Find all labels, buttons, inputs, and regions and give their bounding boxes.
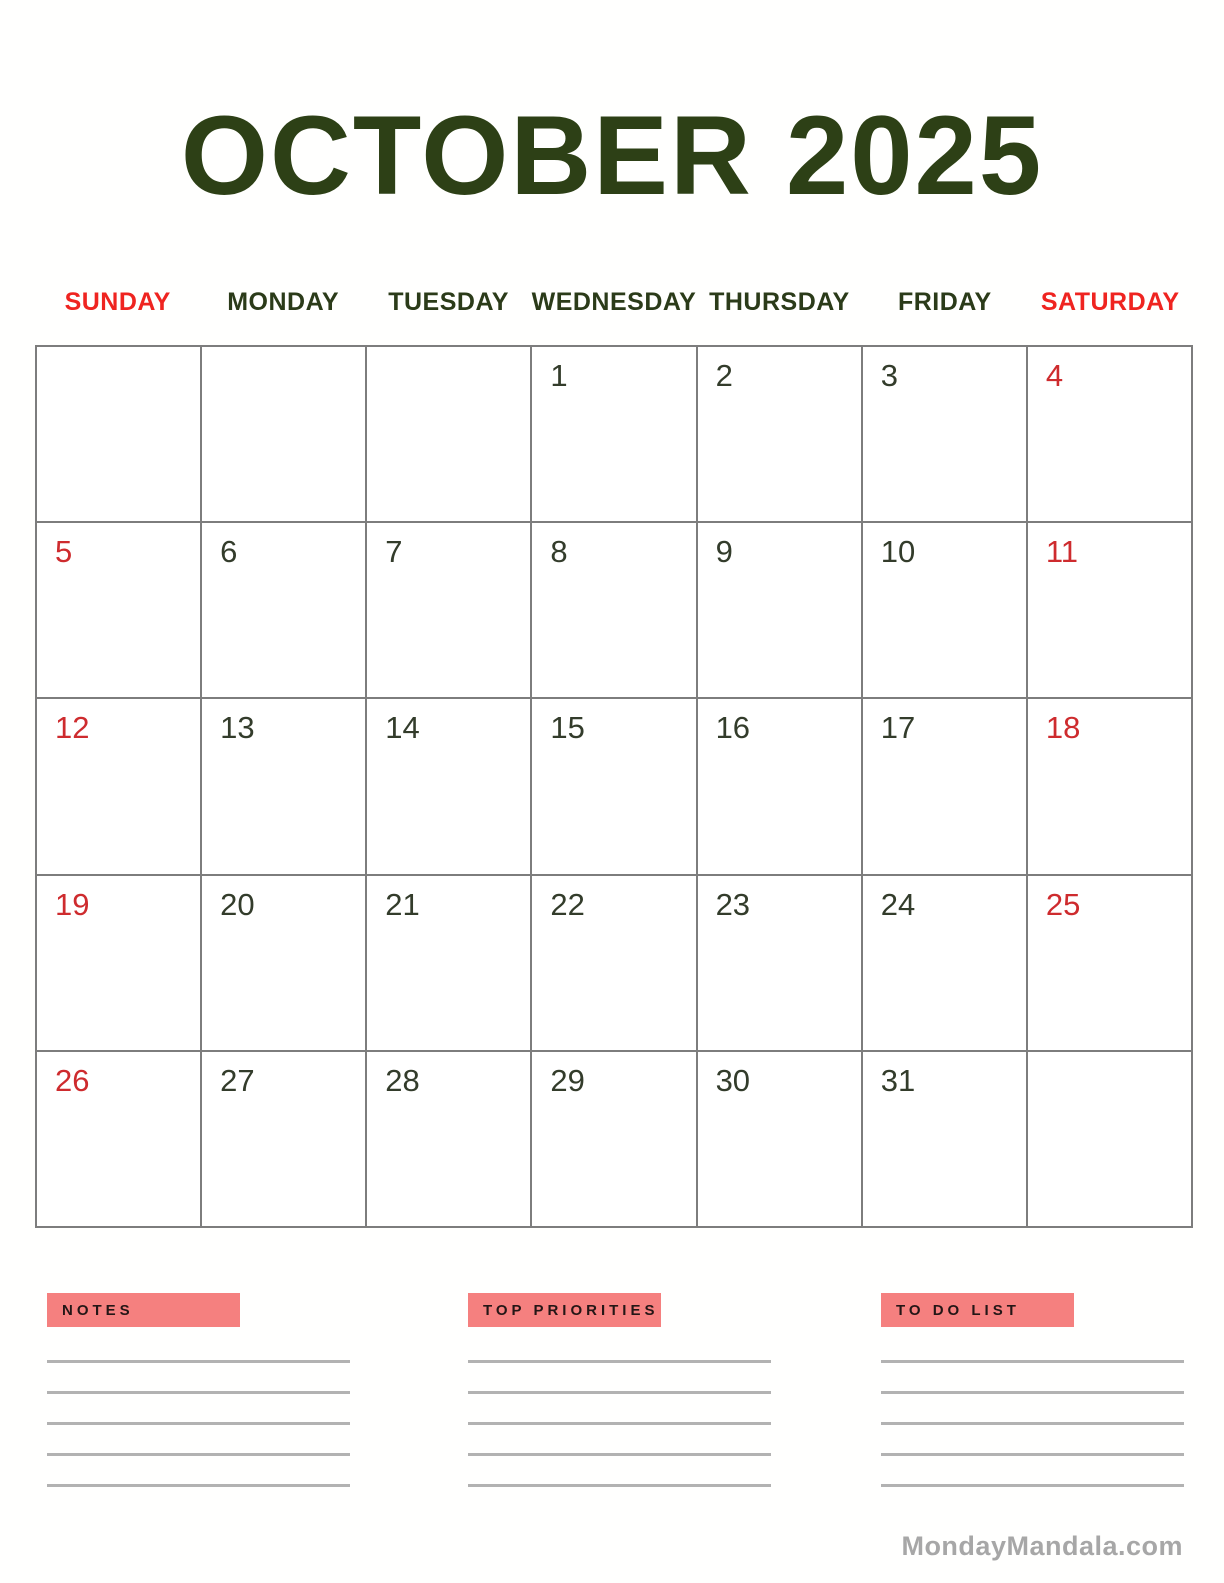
notes-section — [47, 1293, 350, 1515]
day-cell — [698, 347, 863, 523]
day-number: 7 — [385, 534, 403, 570]
day-cell — [1028, 347, 1193, 523]
note-line — [468, 1422, 771, 1425]
day-number: 3 — [880, 358, 898, 393]
day-cell — [1028, 1052, 1193, 1228]
note-line — [47, 1422, 350, 1425]
to-do-list-label: TO DO LIST — [881, 1293, 1074, 1327]
day-number: 2 — [715, 358, 733, 393]
day-number: 18 — [1045, 710, 1081, 746]
note-line — [468, 1391, 771, 1394]
day-number: 17 — [880, 710, 916, 746]
weekday-tuesday: TUESDAY — [388, 288, 509, 316]
to-do-list-lines — [881, 1360, 1184, 1487]
note-line — [47, 1484, 350, 1487]
note-line — [468, 1453, 771, 1456]
day-number: 19 — [55, 886, 90, 922]
day-cell — [863, 876, 1028, 1052]
day-number: 10 — [880, 534, 916, 570]
day-number: 29 — [550, 1062, 585, 1098]
day-cell — [367, 523, 532, 699]
day-cell — [367, 1052, 532, 1228]
day-cell — [202, 699, 367, 875]
notes-lines — [47, 1360, 350, 1487]
day-cell — [863, 1052, 1028, 1228]
note-line — [468, 1360, 771, 1363]
to-do-list-section — [881, 1293, 1184, 1515]
top-priorities-label: TOP PRIORITIES — [468, 1293, 661, 1327]
day-cell — [532, 347, 697, 523]
weekday-header-row — [35, 288, 1193, 317]
day-cell — [698, 1052, 863, 1228]
weekday-monday: MONDAY — [227, 288, 340, 316]
day-cell — [698, 699, 863, 875]
weekday-wednesday: WEDNESDAY — [531, 288, 697, 316]
weekday-sunday: SUNDAY — [64, 288, 171, 316]
day-number: 5 — [55, 534, 73, 570]
day-cell — [367, 347, 532, 523]
day-cell — [863, 523, 1028, 699]
note-line — [47, 1360, 350, 1363]
day-cell — [37, 1052, 202, 1228]
day-cell — [1028, 523, 1193, 699]
note-line — [881, 1422, 1184, 1425]
day-number: 30 — [715, 1062, 751, 1098]
top-priorities-section — [468, 1293, 771, 1515]
day-number: 14 — [385, 710, 420, 746]
day-number: 11 — [1045, 534, 1079, 570]
day-cell — [698, 876, 863, 1052]
weekday-thursday: THURSDAY — [709, 288, 850, 316]
day-number: 26 — [55, 1062, 90, 1098]
day-cell — [37, 347, 202, 523]
day-number: 31 — [880, 1062, 916, 1098]
day-cell — [202, 1052, 367, 1228]
day-cell — [532, 699, 697, 875]
day-cell — [37, 876, 202, 1052]
day-number: 23 — [715, 886, 751, 922]
day-cell — [1028, 699, 1193, 875]
top-priorities-lines — [468, 1360, 771, 1487]
day-cell — [1028, 876, 1193, 1052]
day-number: 16 — [715, 710, 751, 746]
note-line — [468, 1484, 771, 1487]
note-line — [881, 1360, 1184, 1363]
note-line — [47, 1391, 350, 1394]
note-line — [881, 1453, 1184, 1456]
day-cell — [202, 876, 367, 1052]
day-cell — [202, 523, 367, 699]
day-number: 24 — [880, 886, 916, 922]
day-number: 21 — [385, 886, 420, 922]
calendar-grid — [35, 345, 1193, 1228]
day-cell — [532, 1052, 697, 1228]
day-cell — [863, 699, 1028, 875]
day-cell — [532, 876, 697, 1052]
day-number: 28 — [385, 1062, 420, 1098]
day-cell — [37, 523, 202, 699]
day-number: 1 — [550, 358, 568, 393]
note-line — [47, 1453, 350, 1456]
day-cell — [37, 699, 202, 875]
day-number: 15 — [550, 710, 585, 746]
day-number: 22 — [550, 886, 585, 922]
site-credit: MondayMandala.com — [901, 1531, 1183, 1561]
day-cell — [367, 699, 532, 875]
note-line — [881, 1391, 1184, 1394]
day-number: 4 — [1045, 358, 1064, 393]
day-number: 9 — [715, 534, 733, 570]
notes-label: NOTES — [47, 1293, 240, 1327]
day-number: 6 — [220, 534, 238, 570]
day-cell — [532, 523, 697, 699]
page-title: OCTOBER 2025 — [180, 93, 1044, 218]
day-number: 25 — [1045, 886, 1081, 922]
day-number: 13 — [220, 710, 255, 746]
day-cell — [863, 347, 1028, 523]
day-number: 8 — [550, 534, 568, 570]
day-cell — [367, 876, 532, 1052]
weekday-friday: FRIDAY — [897, 288, 992, 316]
day-number: 12 — [55, 710, 90, 746]
day-number: 27 — [220, 1062, 255, 1098]
day-cell — [202, 347, 367, 523]
day-number: 20 — [220, 886, 255, 922]
note-line — [881, 1484, 1184, 1487]
day-cell — [698, 523, 863, 699]
weekday-saturday: SATURDAY — [1040, 288, 1180, 316]
